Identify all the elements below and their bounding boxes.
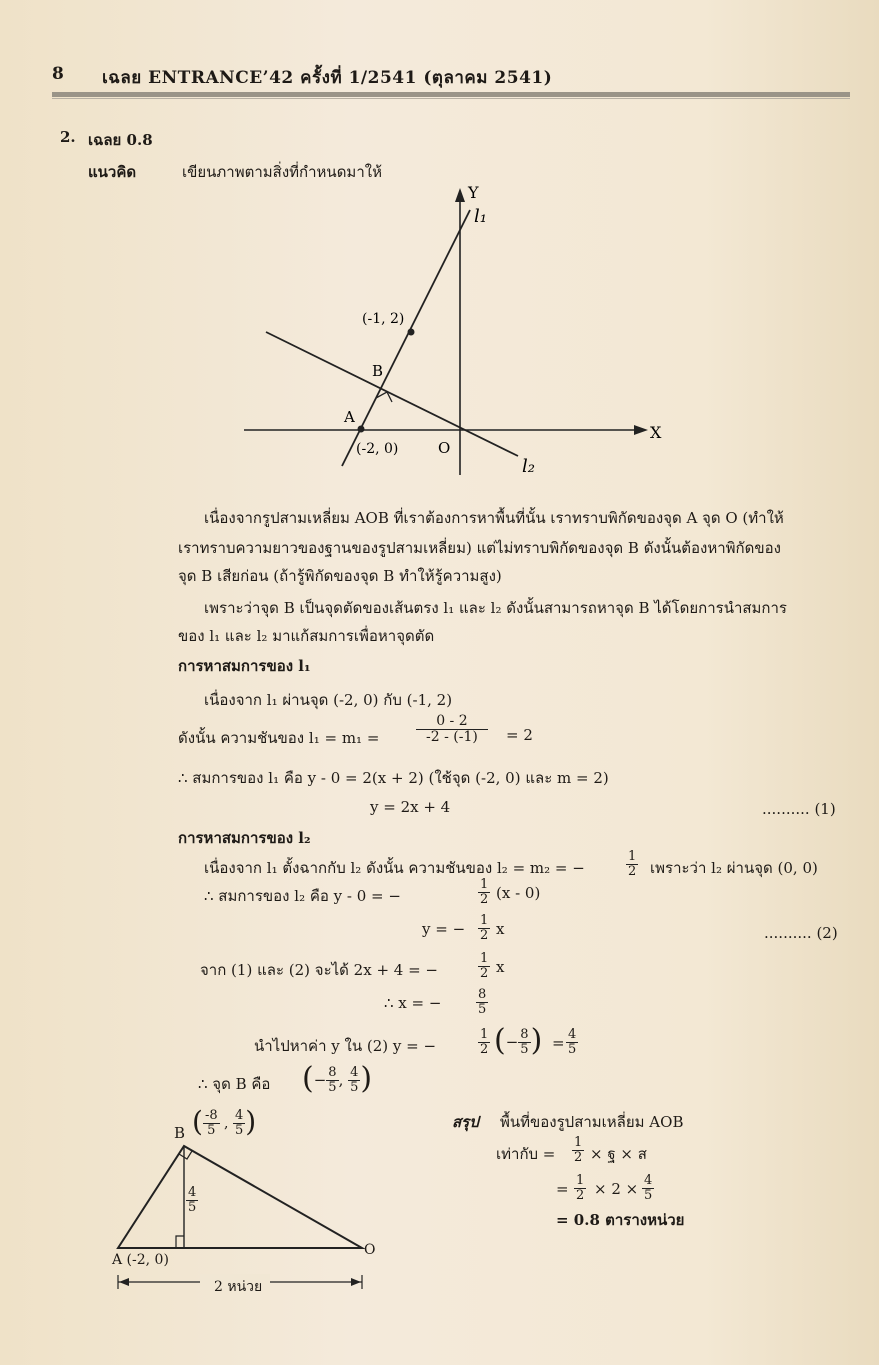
triangle-height-num: 4 (188, 1185, 197, 1200)
l1-equation-step: ∴ สมการของ l₁ คือ y - 0 = 2(x + 2) (ใช้จุด (-2, 0) และ m = 2) (178, 769, 609, 787)
base-arrow-left (119, 1278, 129, 1286)
triangle-b-label: B (174, 1124, 186, 1142)
paragraph1-line2: เราทราบความยาวของฐานของรูปสามเหลี่ยม) แต่ไม่ทราบพิกัดของจุด B ดังนั้นต้องหาพิกัดของ (178, 539, 781, 557)
line-l2 (266, 332, 518, 456)
question-number: 2. (60, 128, 76, 146)
point-b-x-num: 8 (328, 1064, 337, 1080)
solve-line3-a: นำไปหาค่า y ใน (2) y = − (254, 1037, 437, 1055)
point-upper-marker (408, 329, 415, 336)
summary-line1-num: 1 (574, 1135, 583, 1150)
triangle-b-yd: 5 (234, 1123, 244, 1138)
l2-step2-num: 1 (480, 877, 489, 892)
solve-line3-result (566, 1028, 578, 1056)
paragraph1-line1: เนื่องจากรูปสามเหลี่ยม AOB ที่เราต้องการหาพื้นที่นั้น เราทราบพิกัดของจุด A จุด O (ทำให้ (204, 509, 784, 527)
summary-line2-rest: × 2 × (594, 1180, 639, 1198)
summary-line1-den: 2 (574, 1149, 583, 1165)
triangle-b-xd: 5 (207, 1123, 216, 1138)
l1-slope-result: = 2 (506, 726, 533, 744)
summary-line2-fraction2 (642, 1174, 654, 1202)
summary-title: สรุป (452, 1113, 479, 1131)
solve-line1-num: 1 (480, 951, 489, 966)
solve-line2: ∴ x = − (384, 994, 442, 1012)
triangle-b-coord: ( $\frac{-8}{5}$ , $\frac{4}{5}$ ) (192, 1105, 257, 1138)
equation-number-1: .......... (1) (762, 800, 836, 818)
summary-title-rest: พื้นที่ของรูปสามเหลี่ยม AOB (500, 1113, 684, 1131)
solve-line1-fraction (478, 952, 490, 980)
l2-step2-den: 2 (480, 891, 489, 907)
point-a-label: A (344, 408, 355, 426)
point-b-y-den: 5 (350, 1079, 359, 1095)
summary-line1: เท่ากับ = (496, 1145, 556, 1163)
paragraph2-line2: ของ l₁ และ l₂ มาแก้สมการเพื่อหาจุดตัด (178, 627, 435, 645)
solve-line3-res-den: 5 (568, 1041, 577, 1057)
l2-step2-fraction (478, 878, 490, 906)
answer-label: เฉลย 0.8 (88, 131, 153, 149)
origin-label: O (438, 439, 451, 457)
solve-line3-res-num: 4 (568, 1027, 577, 1042)
l1-label: l₁ (474, 206, 487, 227)
summary-line2-den: 2 (576, 1187, 585, 1203)
triangle-a-label: A (-2, 0) (112, 1252, 169, 1268)
page-header-title: เฉลย ENTRANCE’42 ครั้งที่ 1/2541 (ตุลาคม 2541) (102, 68, 553, 88)
solve-line2-den: 5 (478, 1001, 487, 1017)
l2-slope-fraction (626, 850, 638, 878)
base-arrow-right (351, 1278, 361, 1286)
point-a-marker (358, 426, 365, 433)
header-rule-thin (52, 98, 850, 99)
summary-line2-den2: 5 (644, 1187, 653, 1203)
l2-step3-fraction (478, 914, 490, 942)
l2-slope-den: 2 (628, 863, 637, 879)
l2-step3-a: y = − (422, 920, 466, 938)
triangle-height-den: 5 (188, 1199, 197, 1215)
point-upper-label: (-1, 2) (362, 311, 405, 327)
approach-label: แนวคิด (88, 163, 137, 181)
height-right-angle (176, 1236, 184, 1248)
solve-line3-half-num: 1 (480, 1027, 489, 1042)
solve-line3-eq: = (552, 1034, 565, 1052)
triangle-height-label (186, 1186, 198, 1214)
triangle-b-y: 4 (234, 1108, 244, 1124)
approach-text: เขียนภาพตามสิ่งที่กำหนดมาให้ (182, 163, 382, 181)
x-axis-arrow (634, 425, 648, 435)
header-rule (52, 92, 850, 97)
base-length-label: 2 หน่วย (214, 1279, 263, 1295)
solve-line4: ∴ จุด B คือ (198, 1075, 271, 1093)
point-b-result: (− $\frac{8}{5}$ , $\frac{4}{5}$ ) (302, 1061, 373, 1096)
l2-slope-num: 1 (628, 849, 637, 864)
summary-line2-num: 1 (576, 1173, 585, 1188)
summary-line3: = 0.8 ตารางหน่วย (556, 1211, 685, 1229)
l1-slope-fraction (416, 714, 488, 744)
heading-l1-equation: การหาสมการของ l₁ (178, 657, 311, 675)
point-a-coord: (-2, 0) (356, 441, 399, 457)
y-axis-label: Y (468, 183, 479, 202)
summary-line2-eq: = (556, 1180, 569, 1198)
solve-line2-num: 8 (478, 987, 487, 1002)
l2-step3-num: 1 (480, 913, 489, 928)
solve-line3-paren: (− $\frac{8}{5}$ ) (494, 1023, 543, 1058)
summary-line2-num2: 4 (644, 1173, 653, 1188)
solve-line2-fraction (476, 988, 488, 1016)
solve-line1-b: x (496, 958, 505, 976)
l2-step3-b: x (496, 920, 505, 938)
paragraph2-line1: เพราะว่าจุด B เป็นจุดตัดของเส้นตรง l₁ และ l₂ ดังนั้นสามารถหาจุด B ได้โดยการนำสมการ (204, 599, 787, 617)
summary-line1-rest: × ฐ × ส (590, 1145, 647, 1163)
triangle-aob (118, 1146, 362, 1248)
triangle-b-x: -8 (204, 1108, 218, 1124)
solve-line3-den: 5 (520, 1041, 529, 1057)
l2-step1-a: เนื่องจาก l₁ ตั้งฉากกับ l₂ ดังนั้น ความชันของ l₂ = m₂ = − (204, 859, 585, 877)
coordinate-graph (230, 180, 690, 490)
paragraph1-line3: จุด B เสียก่อน (ถ้ารู้พิกัดของจุด B ทำให้รู้ความสูง) (178, 567, 502, 585)
y-axis-arrow (455, 188, 465, 202)
equation-number-2: .......... (2) (764, 924, 838, 942)
point-b-x-den: 5 (328, 1079, 337, 1095)
l2-step1-b: เพราะว่า l₂ ผ่านจุด (0, 0) (650, 859, 818, 877)
l1-slope-numerator: 0 - 2 (416, 714, 488, 730)
l2-step2-b: (x - 0) (496, 884, 541, 902)
x-axis-label: X (650, 423, 662, 442)
point-b-label: B (372, 362, 384, 380)
solve-line1-a: จาก (1) และ (2) จะได้ 2x + 4 = − (200, 961, 439, 979)
l1-step1: เนื่องจาก l₁ ผ่านจุด (-2, 0) กับ (-1, 2) (204, 691, 453, 709)
triangle-o-label: O (364, 1242, 376, 1258)
summary-line1-fraction (572, 1136, 584, 1164)
solve-line3-num: 8 (520, 1026, 529, 1042)
solve-line3-half-den: 2 (480, 1041, 489, 1057)
l1-equation-final: y = 2x + 4 (370, 798, 451, 816)
l2-label: l₂ (522, 456, 535, 477)
point-b-y-num: 4 (350, 1064, 359, 1080)
l2-step3-den: 2 (480, 927, 489, 943)
l1-slope-denominator: -2 - (-1) (426, 728, 478, 745)
l1-slope-prefix: ดังนั้น ความชันของ l₁ = m₁ = (178, 729, 380, 747)
solve-line3-half (478, 1028, 490, 1056)
l2-step2-a: ∴ สมการของ l₂ คือ y - 0 = − (204, 887, 401, 905)
solve-line1-den: 2 (480, 965, 489, 981)
page-number: 8 (52, 64, 65, 84)
heading-l2-equation: การหาสมการของ l₂ (178, 829, 311, 847)
summary-line2-fraction (574, 1174, 586, 1202)
